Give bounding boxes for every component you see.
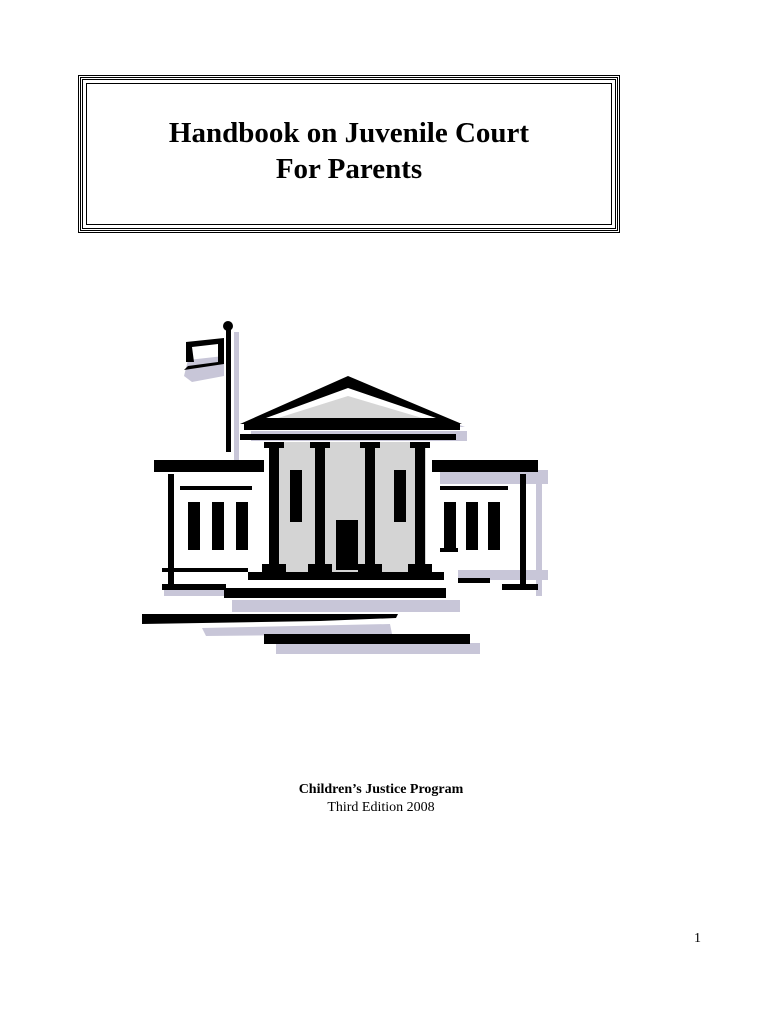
organization-name: Children’s Justice Program <box>298 782 464 797</box>
title-line-2: For Parents <box>275 153 423 185</box>
title-box-border <box>86 83 612 225</box>
edition-text: Third Edition 2008 <box>327 800 435 815</box>
left-wing <box>154 460 264 590</box>
pediment <box>240 376 462 440</box>
flag <box>184 321 233 452</box>
courthouse-icon <box>140 318 550 660</box>
page-number: 1 <box>694 931 701 946</box>
title-box <box>78 75 620 233</box>
title-line-1: Handbook on Juvenile Court <box>168 117 530 149</box>
